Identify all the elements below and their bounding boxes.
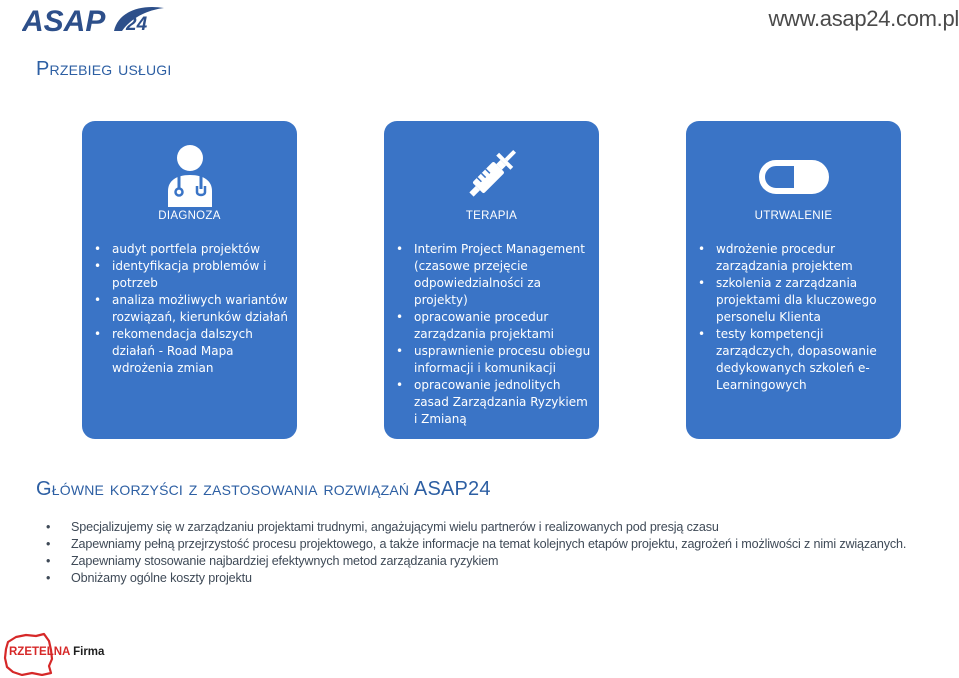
- card-utrwalenie: [686, 121, 901, 439]
- card-list: [698, 241, 895, 394]
- badge-word-2: Firma: [73, 646, 105, 658]
- website-url[interactable]: www.asap24.com.pl: [768, 6, 959, 31]
- card-list: [94, 241, 291, 377]
- benefits-list: [46, 519, 906, 587]
- card-title: UTRWALENIE: [754, 210, 833, 222]
- list-item: • Specjalizujemy się w zarządzaniu projektami trudnymi, angażującymi wielu partnerów i realizowanych pod presją czasu: [46, 519, 906, 536]
- list-item: • opracowanie procedur zarządzania projektami: [396, 309, 593, 343]
- list-item: • audyt portfela projektów: [94, 241, 291, 258]
- card-title: TERAPIA: [465, 210, 518, 222]
- section-title-benefits: Główne korzyści z zastosowania rozwiązań ASAP24: [36, 478, 491, 500]
- list-item: • Obniżamy ogólne koszty projektu: [46, 570, 906, 587]
- badge-word-1: RZETELNA: [9, 646, 70, 658]
- section-title-service: Przebieg usługi: [36, 58, 172, 80]
- list-item: • usprawnienie procesu obiegu informacji i komunikacji: [396, 343, 593, 377]
- card-diagnoza: [82, 121, 297, 439]
- doctor-icon: [155, 139, 225, 209]
- card-title: DIAGNOZA: [158, 210, 221, 222]
- list-item: • Zapewniamy pełną przejrzystość procesu projektowego, a także informacje na temat kolejnych etapów projektu, zagrożeń i możliwości z nimi związanych.: [46, 536, 906, 553]
- syringe-icon: [457, 139, 527, 209]
- list-item: • testy kompetencji zarządczych, dopasowanie dedykowanych szkoleń e-Learningowych: [698, 326, 895, 394]
- logo-text: ASAP: [22, 5, 106, 36]
- card-terapia: [384, 121, 599, 439]
- list-item: • analiza możliwych wariantów rozwiązań, kierunków działań: [94, 292, 291, 326]
- list-item: • szkolenia z zarządzania projektami dla kluczowego personelu Klienta: [698, 275, 895, 326]
- pill-icon: [751, 139, 837, 209]
- list-item: • wdrożenie procedur zarządzania projektem: [698, 241, 895, 275]
- rzetelna-firma-badge: [9, 646, 104, 658]
- list-item: • Interim Project Management (czasowe przejęcie odpowiedzialności za projekty): [396, 241, 593, 309]
- list-item: • Zapewniamy stosowanie najbardziej efektywnych metod zarządzania ryzykiem: [46, 553, 906, 570]
- card-list: [396, 241, 593, 428]
- list-item: • rekomendacja dalszych działań - Road Mapa wdrożenia zmian: [94, 326, 291, 377]
- list-item: • identyfikacja problemów i potrzeb: [94, 258, 291, 292]
- logo-number: 24: [126, 14, 148, 35]
- asap24-logo: [22, 4, 167, 36]
- list-item: • opracowanie jednolitych zasad Zarządzania Ryzykiem i Zmianą: [396, 377, 593, 428]
